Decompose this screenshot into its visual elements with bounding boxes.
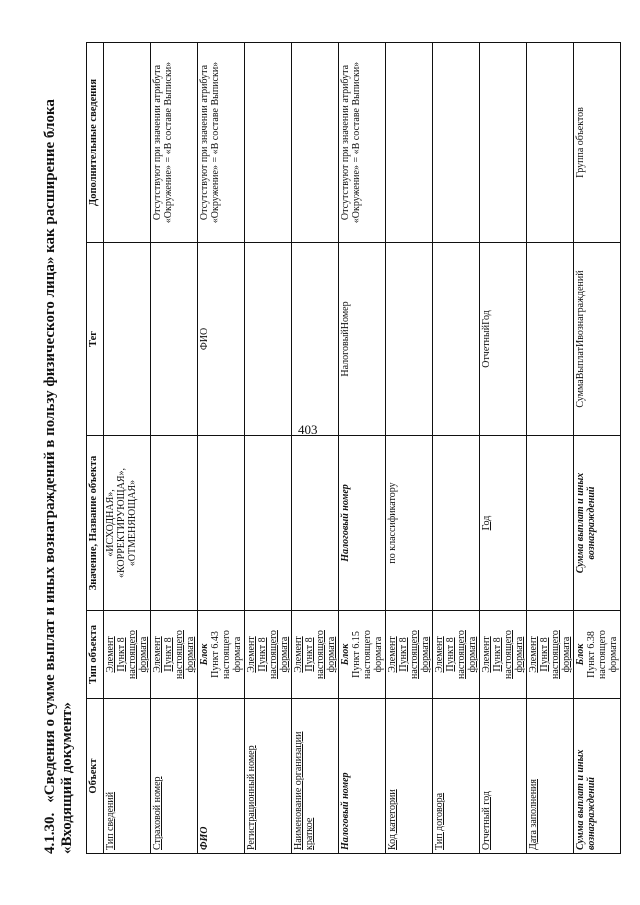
cell-tag (292, 243, 339, 436)
cell-object (386, 699, 433, 854)
cell-value (574, 436, 621, 611)
type-reference: Пункт 8 настоящего формата (398, 630, 431, 679)
cell-extra-text: Отсутствуют при значении атрибута «Окружение» = «В составе Выписки» (152, 61, 174, 224)
cell-object (433, 699, 480, 854)
type-kind: Элемент (293, 636, 304, 673)
type-reference: Пункт 8 настоящего формата (492, 630, 525, 679)
cell-object-text: Регистрационный номер (246, 745, 257, 850)
cell-value (433, 436, 480, 611)
cell-object-text: Тип договора (434, 792, 445, 850)
type-kind: Элемент (246, 636, 257, 673)
type-kind: Элемент (481, 636, 492, 673)
cell-extra (480, 43, 527, 243)
type-reference: Пункт 8 настоящего формата (257, 630, 290, 679)
cell-tag-text: ОтчетныйГод (481, 310, 492, 368)
table-row (386, 43, 433, 854)
cell-extra (104, 43, 151, 243)
cell-object-text: ФИО (199, 826, 210, 850)
cell-type (527, 611, 574, 699)
cell-value (151, 436, 198, 611)
type-reference: Пункт 6.38 настоящего формата (586, 630, 619, 679)
type-reference: Пункт 8 настоящего формата (539, 630, 572, 679)
cell-value-text: «ИСХОДНАЯ», «КОРРЕКТИРУЮЩАЯ», «ОТМЕНЯЮЩАЯ» (105, 467, 138, 579)
cell-object (104, 699, 151, 854)
section-number: 4.1.30. (42, 812, 58, 854)
cell-value (104, 436, 151, 611)
cell-extra (198, 43, 245, 243)
cell-extra (574, 43, 621, 243)
section-title: «Сведения о сумме выплат и иных вознаграждений в пользу физического лица» как расширение блока «Входящий документ» (42, 99, 75, 854)
cell-type (480, 611, 527, 699)
type-reference: Пункт 8 настоящего формата (304, 630, 337, 679)
cell-object (245, 699, 292, 854)
table-row (339, 43, 386, 854)
cell-tag (245, 243, 292, 436)
cell-extra-text: Отсутствуют при значении атрибута «Окружение» = «В составе Выписки» (340, 61, 362, 224)
cell-object (292, 699, 339, 854)
table-row (198, 43, 245, 854)
cell-object (151, 699, 198, 854)
cell-type (245, 611, 292, 699)
cell-extra (339, 43, 386, 243)
cell-object-text: Налоговый номер (340, 772, 351, 850)
type-reference: Пункт 6.43 настоящего формата (210, 630, 243, 679)
cell-object (339, 699, 386, 854)
cell-tag (198, 243, 245, 436)
type-kind: Блок (199, 643, 210, 666)
cell-tag-text: ФИО (199, 327, 210, 351)
cell-type (292, 611, 339, 699)
type-kind: Элемент (434, 636, 445, 673)
table-row (151, 43, 198, 854)
table-row (245, 43, 292, 854)
table-row (480, 43, 527, 854)
page-number: 403 (298, 422, 318, 437)
type-kind: Блок (340, 643, 351, 666)
table-row (527, 43, 574, 854)
rotated-page-content (40, 33, 619, 868)
cell-value (386, 436, 433, 611)
header-value: Значение, Название объекта (87, 436, 104, 611)
cell-object (574, 699, 621, 854)
table-header-row (87, 43, 104, 854)
cell-value-text: по классификатору (387, 482, 398, 564)
type-kind: Элемент (105, 636, 116, 673)
cell-tag (574, 243, 621, 436)
cell-object (198, 699, 245, 854)
cell-object-text: Тип сведений (105, 791, 116, 850)
cell-tag-text: СуммаВыплатИвознаграждений (575, 270, 586, 408)
type-kind: Элемент (387, 636, 398, 673)
type-reference: Пункт 6.15 настоящего формата (351, 630, 384, 679)
cell-value-text: Сумма выплат и иных вознаграждений (575, 472, 597, 574)
cell-tag (104, 243, 151, 436)
cell-extra (527, 43, 574, 243)
table-row (104, 43, 151, 854)
cell-type (433, 611, 480, 699)
cell-extra-text: Отсутствуют при значении атрибута «Окружение» = «В составе Выписки» (199, 61, 221, 224)
header-tag: Тег (87, 243, 104, 436)
cell-type (151, 611, 198, 699)
cell-value (198, 436, 245, 611)
cell-value (292, 436, 339, 611)
cell-type (574, 611, 621, 699)
cell-type (386, 611, 433, 699)
cell-tag (339, 243, 386, 436)
cell-value-text: Год (481, 515, 492, 531)
cell-tag (527, 243, 574, 436)
format-table (86, 42, 621, 854)
table-row (433, 43, 480, 854)
cell-tag (433, 243, 480, 436)
cell-type (339, 611, 386, 699)
cell-tag (386, 243, 433, 436)
cell-object-text: Страховой номер (152, 776, 163, 850)
cell-object (527, 699, 574, 854)
cell-extra (386, 43, 433, 243)
cell-value (527, 436, 574, 611)
type-reference: Пункт 8 настоящего формата (163, 630, 196, 679)
cell-object-text: Отчетный год (481, 790, 492, 850)
cell-value-text: Налоговый номер (340, 484, 351, 562)
cell-extra-text: Группа объектов (575, 107, 586, 178)
cell-object-text: Дата заполнения (528, 779, 539, 850)
cell-value (245, 436, 292, 611)
type-kind: Элемент (528, 636, 539, 673)
table-row (292, 43, 339, 854)
cell-object (480, 699, 527, 854)
cell-extra (245, 43, 292, 243)
cell-value (480, 436, 527, 611)
cell-extra (151, 43, 198, 243)
type-kind: Элемент (152, 636, 163, 673)
cell-tag (480, 243, 527, 436)
cell-object-text: Сумма выплат и иных вознаграждений (575, 749, 597, 850)
type-reference: Пункт 8 настоящего формата (116, 630, 149, 679)
type-kind: Блок (575, 643, 586, 666)
type-reference: Пункт 8 настоящего формата (445, 630, 478, 679)
cell-value (339, 436, 386, 611)
header-type: Тип объекта (87, 611, 104, 699)
header-extra: Дополнительные сведения (87, 43, 104, 243)
cell-type (104, 611, 151, 699)
cell-object-text: Код категории (387, 789, 398, 850)
section-heading (42, 44, 76, 854)
cell-extra (292, 43, 339, 243)
cell-type (198, 611, 245, 699)
cell-tag (151, 243, 198, 436)
cell-extra (433, 43, 480, 243)
cell-object-text: Наименование организации краткое (293, 731, 315, 850)
table-row (574, 43, 621, 854)
table-body (104, 43, 621, 854)
header-object: Объект (87, 699, 104, 854)
cell-tag-text: НалоговыйНомер (340, 301, 351, 377)
